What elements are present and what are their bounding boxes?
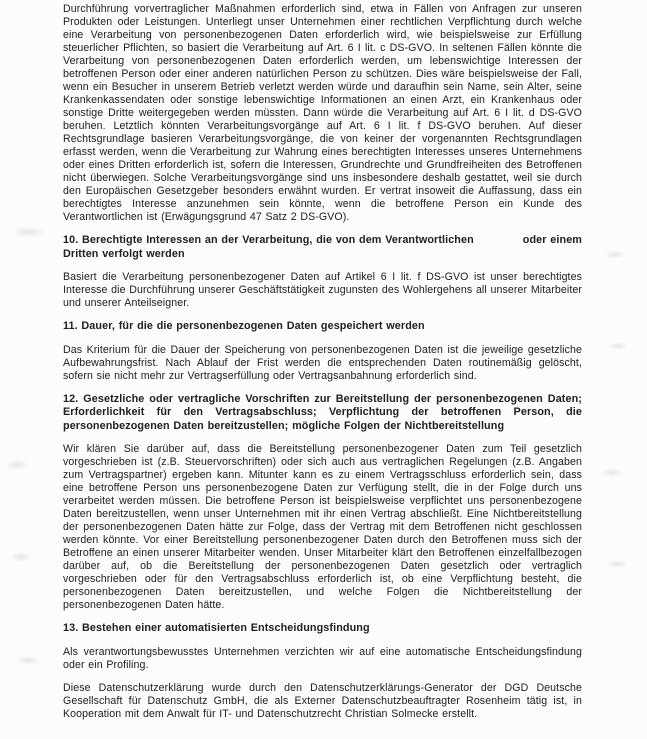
section-heading-10-text-right: oder einem bbox=[522, 234, 582, 246]
section-heading-10-line1 bbox=[63, 234, 582, 248]
section-heading-10 bbox=[63, 234, 582, 261]
paragraph-generator-credit: Diese Datenschutzerklärung wurde durch den Datenschutzerklärungs-Generator der DGD Deutsche Gesellschaft für Datenschutz GmbH, die als Externer Datenschutzbeauftragter Rosenheim tätig ist, in Kooperation mit dem Anwalt für IT- und Datenschutzrecht Christian Solmecke erstellt. bbox=[63, 681, 582, 720]
section-heading-10-text-left: 10. Berechtigte Interessen an der Verarbeitung, die von dem Verantwortlichen bbox=[63, 234, 474, 246]
section-heading-13: 13. Bestehen einer automatisierten Entscheidungsfindung bbox=[63, 622, 370, 634]
paragraph-automated-decision: Als verantwortungsbewusstes Unternehmen verzichten wir auf eine automatische Entscheidungsfindung oder ein Profiling. bbox=[63, 645, 582, 671]
section-heading-12: 12. Gesetzliche oder vertragliche Vorschriften zur Bereitstellung der personenbezogenen Daten; Erforderlichkeit für den Vertragsabschluss; Verpflichtung der betroffenen Person, die personenbezogenen Daten bereitzustellen; mögliche Folgen der Nichtbereitstellung bbox=[63, 392, 582, 432]
paragraph-legitimate-interests: Basiert die Verarbeitung personenbezogener Daten auf Artikel 6 I lit. f DS-GVO ist unser berechtigtes Interesse die Durchführung unserer Geschäftstätigkeit zugunsten des Wohlergehens all unserer Mitarbeiter und unserer Anteilseigner. bbox=[63, 271, 582, 309]
section-heading-11: 11. Dauer, für die die personenbezogenen Daten gespeichert werden bbox=[63, 320, 425, 332]
paragraph-provision-obligations: Wir klären Sie darüber auf, dass die Bereitstellung personenbezogener Daten zum Teil gesetzlich vorgeschrieben ist (z.B. Steuervorschriften) oder sich auch aus vertraglichen Regelungen (z.B. Angaben zum Vertragspartner) ergeben kann. Mitunter kann es zu einem Vertragsschluss erforderlich sein, dass eine betroffene Person uns personenbezogene Daten zur Verfügung stellt, die in der Folge durch uns verarbeitet werden müssen. Die betroffene Person ist beispielsweise verpflichtet uns personenbezogene Daten bereitzustellen, wenn unser Unternehmen mit ihr einen Vertrag abschließt. Eine Nichtbereitstellung der personenbezogenen Daten hätte zur Folge, dass der Vertrag mit dem Betroffenen nicht geschlossen werden könnte. Vor einer Bereitstellung personenbezogener Daten durch den Betroffenen muss sich der Betroffene an einen unserer Mitarbeiter wenden. Unser Mitarbeiter klärt den Betroffenen einzelfallbezogen darüber auf, ob die Bereitstellung der personenbezogenen Daten gesetzlich oder vertraglich vorgeschrieben oder für den Vertragsabschluss erforderlich ist, ob eine Verpflichtung besteht, die personenbezogenen Daten bereitzustellen, und welche Folgen die Nichtbereitstellung der personenbezogenen Daten hätte. bbox=[63, 443, 582, 611]
paragraph-storage-duration: Das Kriterium für die Dauer der Speicherung von personenbezogenen Daten ist die jeweilige gesetzliche Aufbewahrungsfrist. Nach Ablauf der Frist werden die entsprechenden Daten routinemäßig gelöscht, sofern sie nicht mehr zur Vertragserfüllung oder Vertragsanbahnung erforderlich sind. bbox=[63, 343, 582, 382]
section-heading-10-line2: Dritten verfolgt werden bbox=[63, 247, 185, 260]
paragraph-legal-basis-continuation: Durchführung vorvertraglicher Maßnahmen erforderlich sind, etwa in Fällen von Anfragen zur unseren Produkten oder Leistungen. Unterliegt unser Unternehmen einer rechtlichen Verpflichtung durch welche eine Verarbeitung von personenbezogenen Daten erforderlich wird, wie beispielsweise zur Erfüllung steuerlicher Pflichten, so basiert die Verarbeitung auf Art. 6 I lit. c DS-GVO. In seltenen Fällen könnte die Verarbeitung von personenbezogenen Daten erforderlich werden, um lebenswichtige Interessen der betroffenen Person oder einer anderen natürlichen Person zu schützen. Dies wäre beispielsweise der Fall, wenn ein Besucher in unserem Betrieb verletzt werden würde und daraufhin sein Name, sein Alter, seine Krankenkassendaten oder sonstige lebenswichtige Informationen an einen Arzt, ein Krankenhaus oder sonstige Dritte weitergegeben werden müssten. Dann würde die Verarbeitung auf Art. 6 I lit. d DS-GVO beruhen. Letztlich könnten Verarbeitungsvorgänge auf Art. 6 I lit. f DS-GVO beruhen. Auf dieser Rechtsgrundlage basieren Verarbeitungsvorgänge, die von keiner der vorgenannten Rechtsgrundlagen erfasst werden, wenn die Verarbeitung zur Wahrung eines berechtigten Interesses unseres Unternehmens oder eines Dritten erforderlich ist, sofern die Interessen, Grundrechte und Grundfreiheiten des Betroffenen nicht überwiegen. Solche Verarbeitungsvorgänge sind uns insbesondere deshalb gestattet, weil sie durch den Europäischen Gesetzgeber besonders erwähnt wurden. Er vertrat insoweit die Auffassung, dass ein berechtigtes Interesse anzunehmen sein könnte, wenn die betroffene Person ein Kunde des Verantwortlichen ist (Erwägungsgrund 47 Satz 2 DS-GVO). bbox=[63, 3, 582, 223]
